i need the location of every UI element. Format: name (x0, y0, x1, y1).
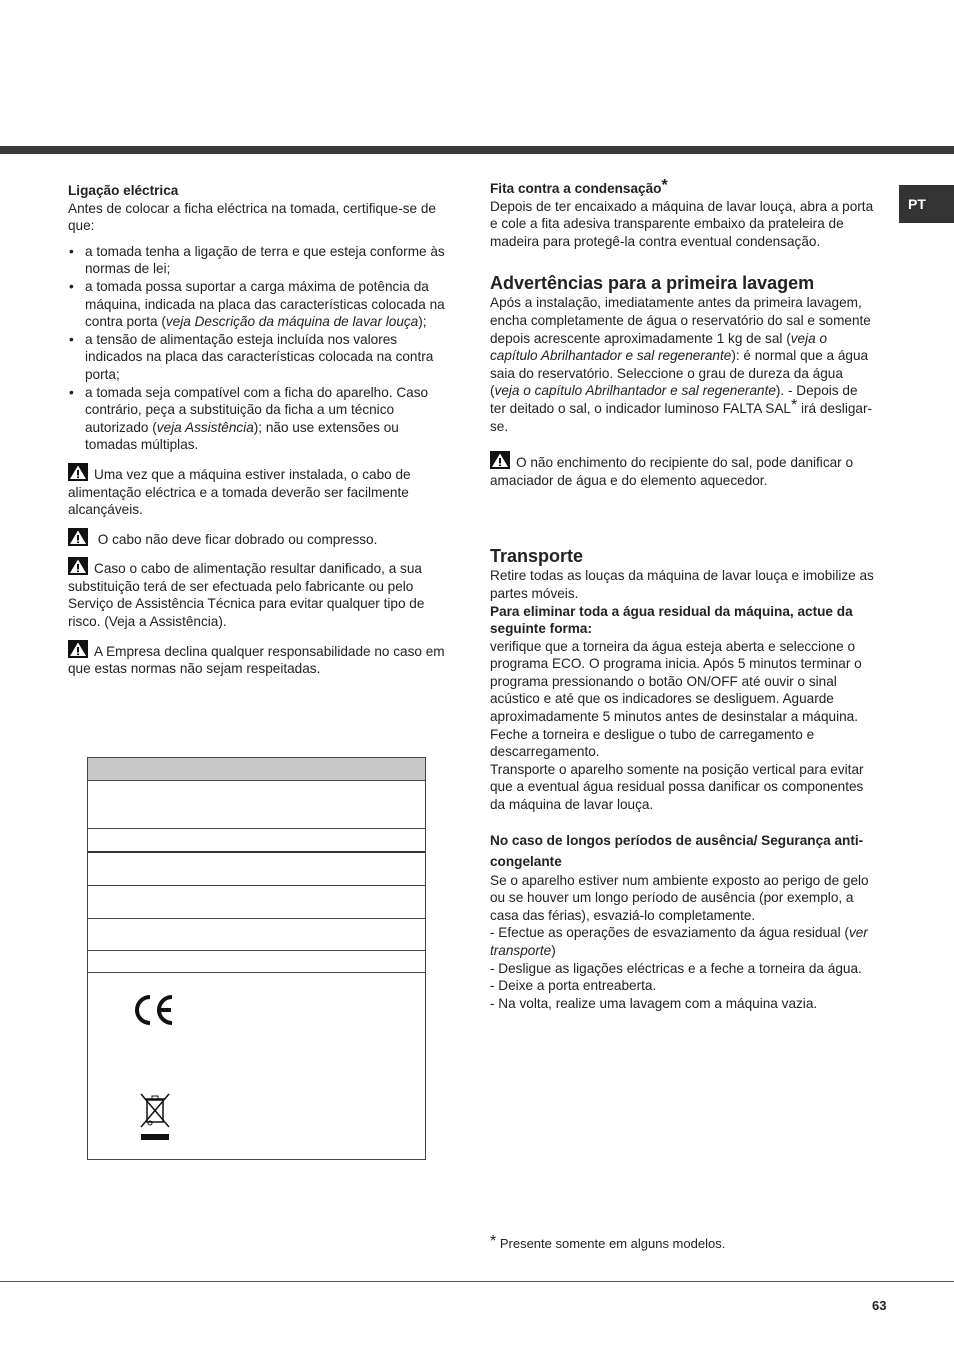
absence-step: - Efectue as operações de esvaziamento da água residual (ver transporte) (490, 925, 868, 958)
first-wash-text: Após a instalação, imediatamente antes da primeira lavagem, encha completamente de água o reservatório do sal e somente depois acrescente aproximadamente 1 kg de sal (veja o capítulo Abrilhantador e sal regenerante): é normal que a água saia do reservatório. Seleccione o grau de dureza da água (veja o capítulo Abrilhantador e sal regenerante). - Depois de ter deitado o sal, o indicador luminoso FALTA SAL* irá desligar-se. (490, 295, 873, 434)
transport-steps: verifique que a torneira da água esteja aberta e seleccione o programa ECO. O programa inicia. Após 5 minutos terminar o programa pressionando o botão ON/OFF até ouvir o sinal acústico e até que os indicadores se desliguem. Aguarde aproximadamente 5 minutos antes de desinstalar a máquina. Feche a torneira e desligue o tubo de carregamento e descarregamento. (490, 638, 862, 760)
table-rule (88, 918, 425, 919)
language-tab: PT (899, 185, 954, 223)
page-number: 63 (872, 1298, 887, 1313)
absence-text: Se o aparelho estiver num ambiente exposto ao perigo de gelo ou se houver um longo período de ausência (por exemplo, a casa das férias), esvaziá-lo completamente. (490, 872, 869, 923)
table-rule (88, 972, 425, 973)
warning-icon (68, 528, 88, 546)
absence-step: - Desligue as ligações eléctricas e a feche a torneira da água. (490, 960, 862, 976)
section-title-absence: No caso de longos períodos de ausência/ Segurança anti-congelante (490, 832, 864, 869)
list-item: • a tensão de alimentação esteja incluída nos valores indicados na placa das características colocada na contra porta; (68, 331, 448, 384)
absence-step: - Na volta, realize uma lavagem com a máquina vazia. (490, 995, 818, 1011)
specification-table (87, 757, 426, 1160)
table-rule (88, 828, 425, 829)
ce-mark-icon (132, 994, 176, 1026)
table-rule (88, 950, 425, 951)
warning-icon (68, 557, 88, 575)
weee-crossed-bin-icon (138, 1091, 172, 1141)
transport-note: Transporte o aparelho somente na posição vertical para evitar que a eventual água residual possa danificar os componentes da máquina de lavar louça. (490, 761, 864, 813)
warning-paragraph: O cabo não deve ficar dobrado ou compresso. (68, 528, 448, 549)
electric-checklist (68, 243, 448, 454)
footnote: * Presente somente em alguns modelos. (490, 1233, 726, 1251)
transport-bold-instruction: Para eliminar toda a água residual da máquina, actue da seguinte forma: (490, 603, 853, 637)
top-rule (0, 146, 954, 154)
electric-intro: Antes de colocar a ficha eléctrica na tomada, certifique-se de que: (68, 200, 436, 234)
list-item: • a tomada possa suportar a carga máxima de potência da máquina, indicada na placa das características colocada na contra porta (veja Descrição da máquina de lavar louça); (68, 278, 448, 331)
section-title-first-wash: Advertências para a primeira lavagem (490, 273, 815, 294)
warning-paragraph: O não enchimento do recipiente do sal, pode danificar o amaciador de água e do elemento aquecedor. (490, 451, 874, 489)
absence-step: - Deixe a porta entreaberta. (490, 978, 657, 994)
left-column (68, 182, 448, 678)
section-title-transport: Transporte (490, 546, 584, 567)
warning-icon (490, 451, 510, 469)
warning-paragraph: Uma vez que a máquina estiver instalada, o cabo de alimentação eléctrica e a tomada deverão ser facilmente alcançáveis. (68, 463, 448, 519)
condensation-text: Depois de ter encaixado a máquina de lavar louça, abra a porta e cole a fita adesiva transparente embaixo da prateleira de madeira para protegê-la contra eventual condensação. (490, 198, 874, 249)
bottom-rule (0, 1281, 954, 1282)
section-title-condensation: Fita contra a condensação* (490, 177, 668, 196)
warning-paragraph: Caso o cabo de alimentação resultar danificado, a sua substituição terá de ser efectuada pelo fabricante ou pelo Serviço de Assistência Técnica para evitar qualquer tipo de risco. (Veja a Assistência). (68, 557, 448, 630)
table-rule (88, 851, 425, 853)
warning-icon (68, 463, 88, 481)
list-item: • a tomada seja compatível com a ficha do aparelho. Caso contrário, peça a substituição da ficha a um técnico autorizado (veja Assistência); não use extensões ou tomadas múltiplas. (68, 384, 448, 454)
right-column (490, 177, 874, 1012)
transport-intro: Retire todas as louças da máquina de lavar louça e imobilize as partes móveis. (490, 568, 874, 601)
list-item: • a tomada tenha a ligação de terra e que esteja conforme às normas de lei; (68, 243, 448, 278)
warning-paragraph: A Empresa declina qualquer responsabilidade no caso em que estas normas não sejam respeitadas. (68, 640, 448, 678)
table-rule (88, 885, 425, 886)
section-title-electric: Ligação eléctrica (68, 183, 179, 198)
table-header (88, 758, 425, 781)
warning-icon (68, 640, 88, 658)
